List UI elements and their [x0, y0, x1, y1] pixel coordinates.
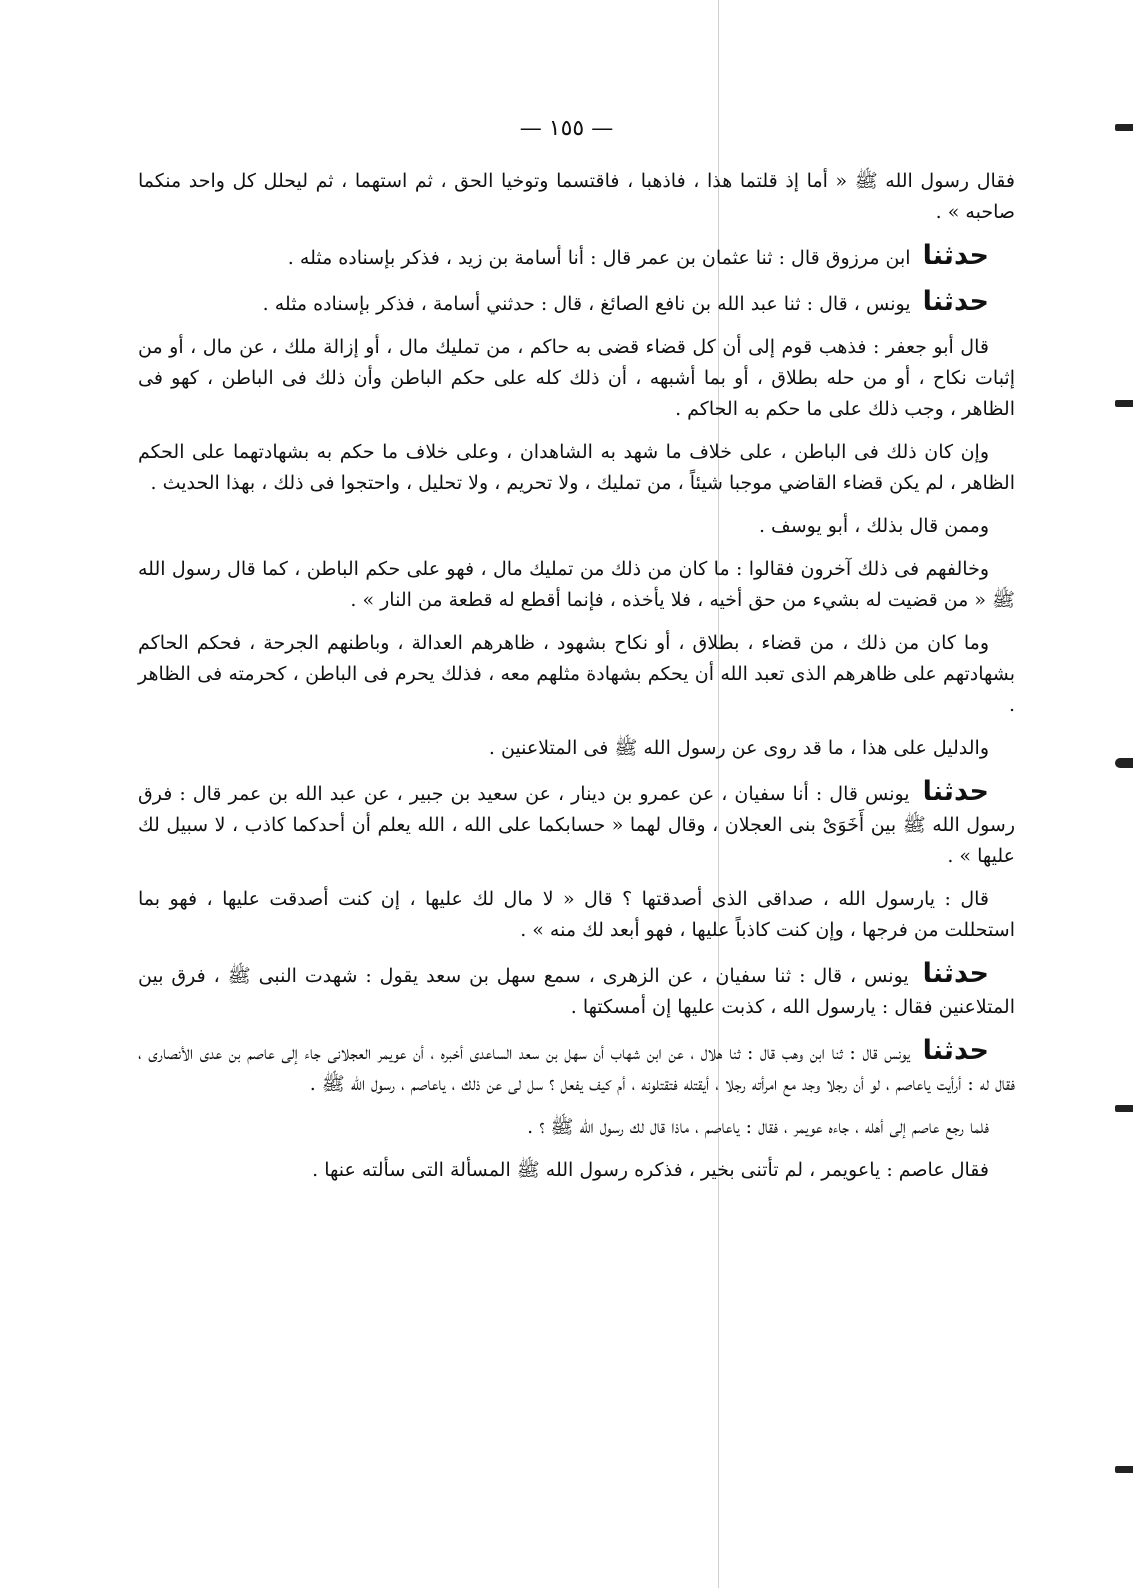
hadith-marker: حدثنا: [922, 958, 989, 989]
paragraph-text: يونس ، قال : ثنا سفيان ، عن الزهرى ، سمع سهل بن سعد يقول : شهدت النبى ﷺ ، فرق بين المتلاعنين فقال : يارسول الله ، كذبت عليها إن أمسكتها .: [138, 965, 1015, 1018]
paragraph-body: [138, 437, 1015, 499]
paragraph-isnad: [138, 240, 1015, 274]
paragraph-text: قال أبو جعفر : فذهب قوم إلى أن كل قضاء قضى به حاكم ، من تمليك مال ، أو إزالة ملك ، عن مال ، أو من إثبات نكاح ، أو من حله بطلاق ، أو بما أشبهه ، أن ذلك كله على حكم الباطن وأن ذلك فى الباطن ، كهو فى الظاهر ، وجب ذلك على ما حكم به الحاكم .: [138, 336, 1015, 420]
page-body: [138, 166, 1015, 1198]
paragraph-body: [138, 628, 1015, 721]
paragraph-text: يونس ، قال : ثنا عبد الله بن نافع الصائغ ، قال : حدثني أسامة ، فذكر بإسناده مثله .: [262, 293, 911, 315]
paragraph-text: وإن كان ذلك فى الباطن ، على خلاف ما شهد به الشاهدان ، وعلى خلاف ما حكم به بشهادتهما على الحكم الظاهر ، لم يكن قضاء القاضي موجبا شيئاً ، من تمليك ، ولا تحريم ، ولا تحليل ، واحتجوا فى ذلك ، بهذا الحديث .: [138, 441, 1015, 494]
paragraph-isnad: [138, 286, 1015, 320]
paragraph-text: قال : يارسول الله ، صداقى الذى أصدقتها ؟ قال « لا مال لك عليها ، إن كنت أصدقت عليها ، فهو بما استحللت من فرجها ، وإن كنت كاذباً عليها ، فهو أبعد لك منه » .: [138, 888, 1015, 941]
paragraph-body: [138, 332, 1015, 425]
margin-edge-mark: [1115, 1466, 1133, 1473]
paragraph-isnad: [138, 1035, 1015, 1100]
paragraph-body: [138, 1112, 1015, 1143]
margin-edge-mark: [1115, 400, 1133, 407]
paragraph-text: ابن مرزوق قال : ثنا عثمان بن عمر قال : أنا أسامة بن زيد ، فذكر بإسناده مثله .: [287, 247, 911, 269]
margin-edge-mark: [1115, 758, 1133, 768]
paragraph-text: يونس قال : أنا سفيان ، عن عمرو بن دينار ، عن سعيد بن جبير ، عن عبد الله بن عمر قال : فرق رسول الله ﷺ بين أَخَوَىْ بنى العجلان ، وقال لهما « حسابكما على الله ، الله يعلم أن أحدكما كاذب ، لا سبيل لك عليها » .: [138, 783, 1015, 867]
hadith-marker: حدثنا: [922, 286, 989, 317]
page-number: — ١٥٥ —: [519, 116, 614, 141]
paragraph-body: [138, 1155, 1015, 1186]
paragraph-text: فقال رسول الله ﷺ « أما إذ قلتما هذا ، فاذهبا ، فاقتسما وتوخيا الحق ، ثم استهما ، ثم ليحلل كل واحد منكما صاحبه » .: [138, 170, 1015, 223]
paragraph-isnad: [138, 776, 1015, 872]
paragraph-text: يونس قال : ثنا ابن وهب قال : ثنا هلال ، عن ابن شهاب أن سهل بن سعد الساعدى أخبره ، أن عويمر العجلانى جاء إلى عاصم بن عدى الأنصارى ، فقال له : أرأيت ياعاصم ، لو أن رجلا وجد مع امرأته رجلا ، أيقتله فتقتلونه ، أم كيف يفعل ؟ سل لى عن ذلك ، ياعاصم ، رسول الله ﷺ .: [138, 1042, 1015, 1095]
hadith-marker: حدثنا: [922, 240, 989, 271]
paragraph-text: وخالفهم فى ذلك آخرون فقالوا : ما كان من ذلك من تمليك مال ، فهو على حكم الباطن ، كما قال رسول الله ﷺ « من قضيت له بشيء من حق أخيه ، فلا يأخذه ، فإنما أقطع له قطعة من النار » .: [138, 558, 1015, 611]
paragraph-body: [138, 733, 1015, 764]
paragraph-continuation: [138, 166, 1015, 228]
hadith-marker: حدثنا: [922, 1035, 989, 1066]
margin-edge-mark: [1115, 1105, 1133, 1112]
hadith-marker: حدثنا: [922, 776, 989, 807]
paragraph-text: والدليل على هذا ، ما قد روى عن رسول الله ﷺ فى المتلاعنين .: [488, 737, 989, 759]
paragraph-body: [138, 884, 1015, 946]
paragraph-text: وما كان من ذلك ، من قضاء ، بطلاق ، أو نكاح بشهود ، ظاهرهم العدالة ، وباطنهم الجرحة ، فحكم الحاكم بشهادتهم على ظاهرهم الذى تعبد الله أن يحكم بشهادة مثلهم معه ، فذلك يحرم فى الباطن ، كحرمته فى الظاهر .: [138, 632, 1015, 716]
paragraph-text: فقال عاصم : ياعويمر ، لم تأتنى بخير ، فذكره رسول الله ﷺ المسألة التى سألته عنها .: [312, 1159, 989, 1181]
paragraph-text: وممن قال بذلك ، أبو يوسف .: [758, 515, 989, 537]
paragraph-isnad: [138, 958, 1015, 1023]
paragraph-body: [138, 511, 1015, 542]
paragraph-text: فلما رجع عاصم إلى أهله ، جاءه عويمر ، فقال : ياعاصم ، ماذا قال لك رسول الله ﷺ ؟ .: [527, 1116, 989, 1138]
paragraph-body: [138, 554, 1015, 616]
